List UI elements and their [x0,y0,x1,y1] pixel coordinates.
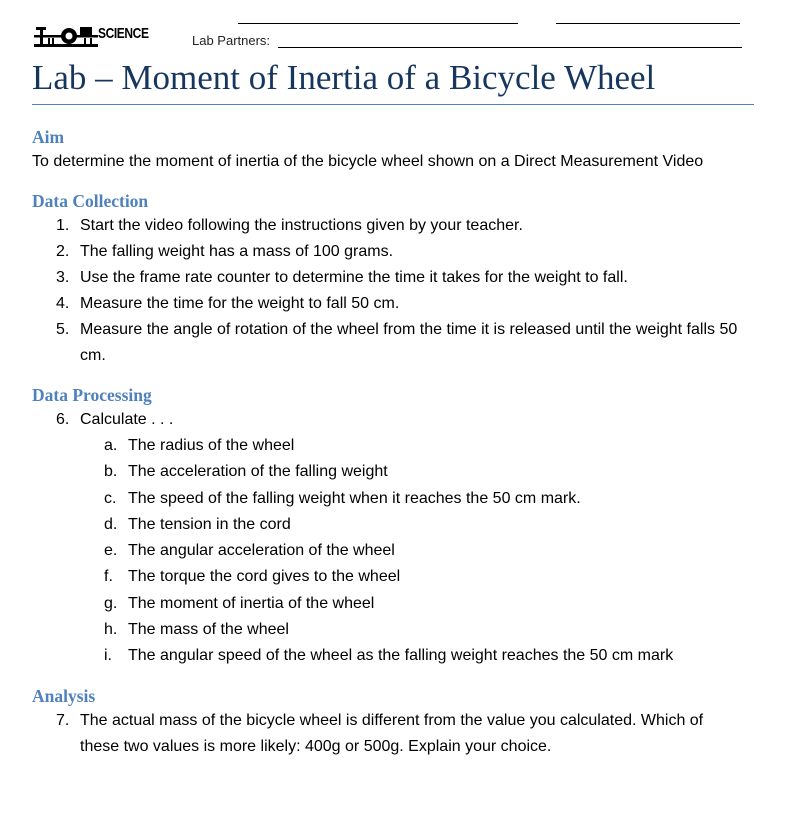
sub-item-letter: a. [104,437,118,454]
sub-item-letter: h. [104,621,118,639]
sub-item-text: The angular speed of the wheel as the falling weight reaches the 50 cm mark [128,647,674,665]
item-number: 2. [56,243,70,260]
list-item [32,317,744,369]
lab-partners-blank[interactable] [278,47,742,48]
item-text: The actual mass of the bicycle wheel is different from the value you calculated. Which of these two values is more likely: 400g or 500g. Explain your choice. [80,711,704,755]
data-processing-section [32,383,772,670]
list-item [32,708,744,760]
sub-list-item [32,564,772,590]
name-blank-1[interactable] [238,23,518,24]
item-text: Calculate . . . [80,411,174,428]
list-item [32,239,772,265]
sub-item-text: The torque the cord gives to the wheel [128,568,401,586]
aim-heading: Aim [32,127,65,147]
item-text: Measure the angle of rotation of the wheel from the time it is released until the weight falls 50 cm. [80,321,738,364]
sub-list-item [32,617,772,643]
sub-item-letter: i. [104,647,112,665]
sub-item-text: The tension in the cord [128,515,291,533]
analysis-heading: Analysis [32,685,96,706]
analysis-list [32,708,772,760]
item-number: 1. [56,217,70,234]
item-text: Use the frame rate counter to determine the time it takes for the weight to fall. [80,269,628,286]
list-item [32,213,772,239]
sub-list-item [32,486,772,512]
name-blank-2[interactable] [556,23,740,24]
item-number: 7. [56,711,70,729]
sub-item-text: The mass of the wheel [128,621,289,639]
analysis-section [32,684,772,760]
sub-list-item [32,591,772,617]
data-collection-list [32,213,772,369]
worksheet-content [32,125,772,760]
sub-list-item [32,643,772,669]
item-number: 6. [56,411,70,428]
sub-list-item [32,538,772,564]
list-item [32,407,772,433]
item-text: Measure the time for the weight to fall 50 cm. [80,295,400,312]
aim-section [32,125,772,175]
sub-item-letter: d. [104,515,118,533]
sub-list-item [32,459,772,485]
list-item [32,265,772,291]
data-processing-list [32,407,772,433]
item-number: 5. [56,321,70,338]
item-text: Start the video following the instructions given by your teacher. [80,217,523,234]
sub-item-letter: f. [104,568,113,586]
sub-item-letter: g. [104,594,118,612]
sub-item-letter: b. [104,463,118,481]
data-processing-heading: Data Processing [32,385,152,405]
title-divider [32,104,754,105]
lab-partners-label: Lab Partners: [192,33,271,48]
sub-item-letter: c. [104,489,117,507]
sub-item-text: The acceleration of the falling weight [128,463,388,481]
item-number: 4. [56,295,70,312]
aim-text: To determine the moment of inertia of the bicycle wheel shown on a Direct Measurement Video [32,153,704,170]
logo-text: SCIENCE [98,25,149,42]
data-collection-heading: Data Collection [32,191,149,211]
list-item [32,291,772,317]
item-number: 3. [56,269,70,286]
item-text: The falling weight has a mass of 100 grams. [80,243,394,260]
sub-list-item [32,433,772,459]
data-collection-section [32,189,772,369]
page-title: Lab – Moment of Inertia of a Bicycle Wheel [32,58,656,97]
sub-list-item [32,512,772,538]
sub-item-text: The radius of the wheel [128,437,295,454]
sub-item-letter: e. [104,542,118,560]
sub-item-text: The speed of the falling weight when it reaches the 50 cm mark. [128,489,581,507]
calculation-sublist [32,433,772,670]
sub-item-text: The moment of inertia of the wheel [128,594,375,612]
sub-item-text: The angular acceleration of the wheel [128,542,395,560]
